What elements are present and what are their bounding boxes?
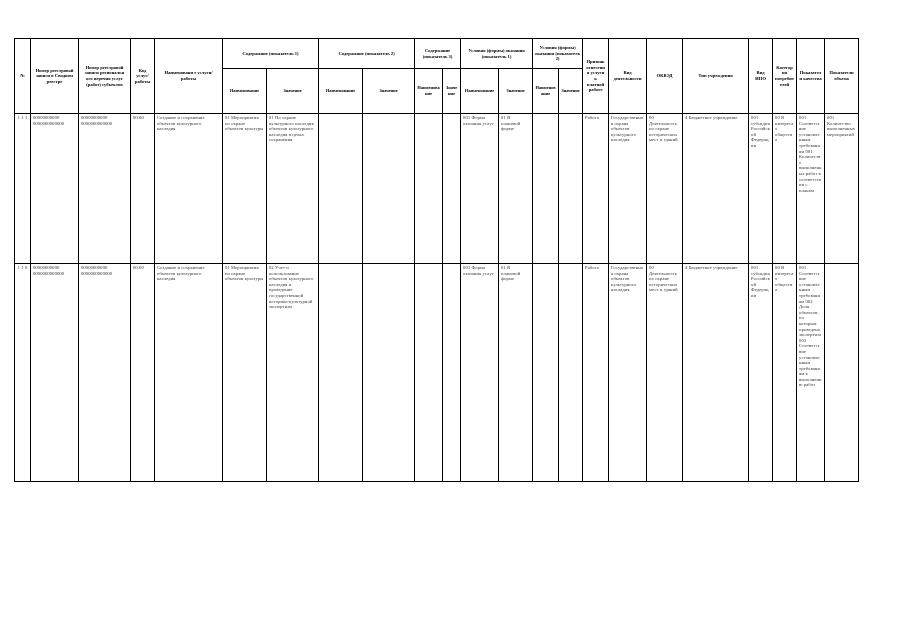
cell-consumers: 00 В интересах общества [773,264,797,482]
cell-cond2-value [559,264,583,482]
sub-cond2-name: Наименование [533,69,559,114]
cell-c3-value [443,114,461,264]
cell-c3-name [415,114,443,264]
sub-c1-value: Значение [267,69,319,114]
col-num: № [15,39,31,114]
cell-institution: 4 Бюджетное учреждение [683,264,749,482]
col-reg-number-recipient: Номер реестровой записи региональн ого перечня услуг (работ) субъектов [79,39,131,114]
col-name-service: Наименовани е услуги/работы [155,39,223,114]
col-type-activity: Вид деятельности [609,39,647,114]
cell-institution: 4 Бюджетное учреждение [683,114,749,264]
cell-volume [825,264,859,482]
cell-okved: 00 Деятельность по охране исторических мест и зданий [647,264,683,482]
cell-reg: 00000000000 0000000000000 [31,114,79,264]
cell-ipo: 001 субсидия Российской Федерации [749,114,773,264]
cell-okved: 00 Деятельность по охране исторических мест и зданий [647,114,683,264]
col-indicators-quality: Показатели качества [797,39,825,114]
cell-cond2-name [533,114,559,264]
col-okved: ОКВЭД [647,39,683,114]
table-row [15,114,899,264]
cell-reg: 00000000000 0000000000000 [31,264,79,482]
cell-cond2-value [559,114,583,264]
cell-cond2-name [533,264,559,482]
sub-c3-name: Наименование [415,69,443,114]
col-cond2: Условия (формы) оказания (показатель 2) [533,39,583,69]
col-content2: Содержание (показатель 2) [319,39,415,69]
cell-cond1-name: 001 Форма оказания услуг [461,114,499,264]
table-row [15,264,899,482]
sub-c2-name: Наименование [319,69,363,114]
sub-cond1-name: Наименование [461,69,499,114]
sub-cond2-value: Значение [559,69,583,114]
col-content1: Содержание (показатель 1) [223,39,319,69]
col-content3: Содержание (показатель 3) [415,39,461,69]
cell-activity: Государственная охрана объектов культурного наследия [609,114,647,264]
cell-c2-value [363,264,415,482]
col-type-institution: Тип учреждения [683,39,749,114]
cell-cond1-value: 01 В плановой форме [499,114,533,264]
cell-paid: Работа [583,114,609,264]
cell-c3-value [443,264,461,482]
cell-cond1-name: 001 Форма оказания услуг [461,264,499,482]
cell-num: 1 1 0 [15,264,31,482]
col-reg-number: Номер реестровой записи в Сводном реестре [31,39,79,114]
cell-activity: Государственная охрана объектов культурного наследия [609,264,647,482]
cell-name: Создание и сохранение объектов культурного наследия [155,114,223,264]
cell-code: 00.00 [131,114,155,264]
sub-c2-value: Значение [363,69,415,114]
cell-c3-name [415,264,443,482]
col-ipo: Вид ИПО [749,39,773,114]
cell-paid: Работа [583,264,609,482]
col-cond1: Условия (формы) оказания (показатель 1) [461,39,533,69]
cell-num: 1 1 1 [15,114,31,264]
cell-c1-name: 01 Мероприятия по охране объектов культуры [223,264,267,482]
cell-reg2: 00000000000 0000000000000 [79,114,131,264]
sub-c1-name: Наименование [223,69,267,114]
cell-code: 00.00 [131,264,155,482]
cell-c2-name [319,264,363,482]
cell-c2-name [319,114,363,264]
cell-ipo: 001 субсидия Российской Федерации [749,264,773,482]
cell-quality: 001 Соответствие установленным требованиям 002 Доля объектов, по которым проведена экспертиза 003 Соответствие установленным требованиям к выполнению работ [797,264,825,482]
cell-c1-value: 01 По охране культурного наследия объектов культурного наследия в целях сохранения [267,114,319,264]
cell-c1-name: 01 Мероприятия по охране объектов культуры [223,114,267,264]
col-category-consumers: Категория потребителей [773,39,797,114]
cell-consumers: 00 В интересах общества [773,114,797,264]
cell-c1-value: 02 Учет и использование объектов культурного наследия и проведение государственной историко-культурной экспертизы [267,264,319,482]
registry-table [14,38,899,482]
cell-cond1-value: 01 В плановой форме [499,264,533,482]
sub-cond1-value: Значение [499,69,533,114]
cell-volume: 001 Количество выполненных мероприятий [825,114,859,264]
col-code: Код услуг/ работы [131,39,155,114]
cell-reg2: 00000000000 0000000000000 [79,264,131,482]
col-indicators-volume: Показатели объема [825,39,859,114]
cell-quality: 001 Соответствие установленным требованиям 001 Количество выполненных работ в соответствии с планом [797,114,825,264]
cell-name: Создание и сохранение объектов культурного наследия [155,264,223,482]
sub-c3-value: Значение [443,69,461,114]
registry-page [14,38,894,482]
col-sign-paid: Признак отнесения услуги к платной работе [583,39,609,114]
cell-c2-value [363,114,415,264]
